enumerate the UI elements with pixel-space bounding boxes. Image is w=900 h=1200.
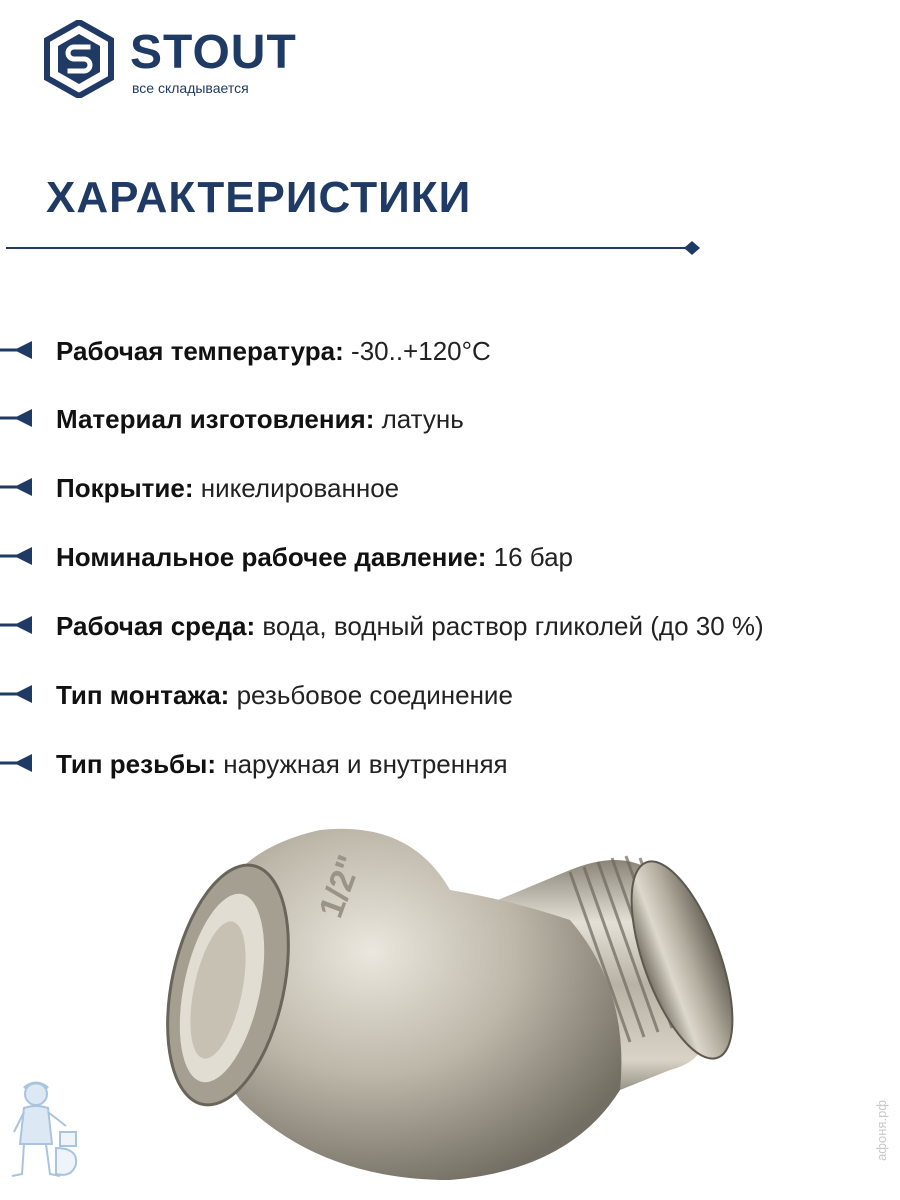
spec-item <box>0 330 900 370</box>
spec-value: 16 бар <box>493 542 573 572</box>
page-title: ХАРАКТЕРИСТИКИ <box>46 173 472 222</box>
brand-name: STOUT <box>130 26 297 79</box>
arrow-marker-icon <box>0 475 36 499</box>
arrow-marker-icon <box>0 338 36 362</box>
stout-hexagon-s-icon <box>44 20 114 98</box>
watermark: афоня.рф <box>874 1100 889 1161</box>
arrow-marker-icon <box>0 613 36 637</box>
spec-item <box>0 398 900 438</box>
spec-label: Материал изготовления: <box>56 404 375 434</box>
spec-value: резьбовое соединение <box>236 680 513 710</box>
diamond-icon <box>684 241 700 255</box>
spec-value: латунь <box>381 404 464 434</box>
spec-item <box>0 536 900 576</box>
arrow-marker-icon <box>0 751 36 775</box>
arrow-marker-icon <box>0 544 36 568</box>
spec-item <box>0 605 900 645</box>
spec-item <box>0 467 900 507</box>
spec-value: -30..+120°C <box>351 336 491 366</box>
spec-label: Покрытие: <box>56 473 194 503</box>
spec-label: Номинальное рабочее давление: <box>56 542 487 572</box>
spec-value: никелированное <box>200 473 400 503</box>
spec-value: наружная и внутренняя <box>223 749 508 779</box>
arrow-marker-icon <box>0 406 36 430</box>
spec-label: Рабочая среда: <box>56 611 256 641</box>
product-marking: 1/2" <box>311 850 370 923</box>
heading-divider <box>6 238 706 258</box>
brand-tagline: все складывается <box>132 80 249 96</box>
spec-value: вода, водный раствор гликолей (до 30 %) <box>262 611 764 641</box>
spec-label: Тип монтажа: <box>56 680 230 710</box>
spec-label: Тип резьбы: <box>56 749 216 779</box>
plumber-mascot-icon <box>6 1078 84 1192</box>
product-image <box>150 810 770 1190</box>
spec-label: Рабочая температура: <box>56 336 344 366</box>
brand-logo <box>44 20 304 100</box>
arrow-marker-icon <box>0 682 36 706</box>
spec-item <box>0 743 900 783</box>
spec-item <box>0 674 900 714</box>
